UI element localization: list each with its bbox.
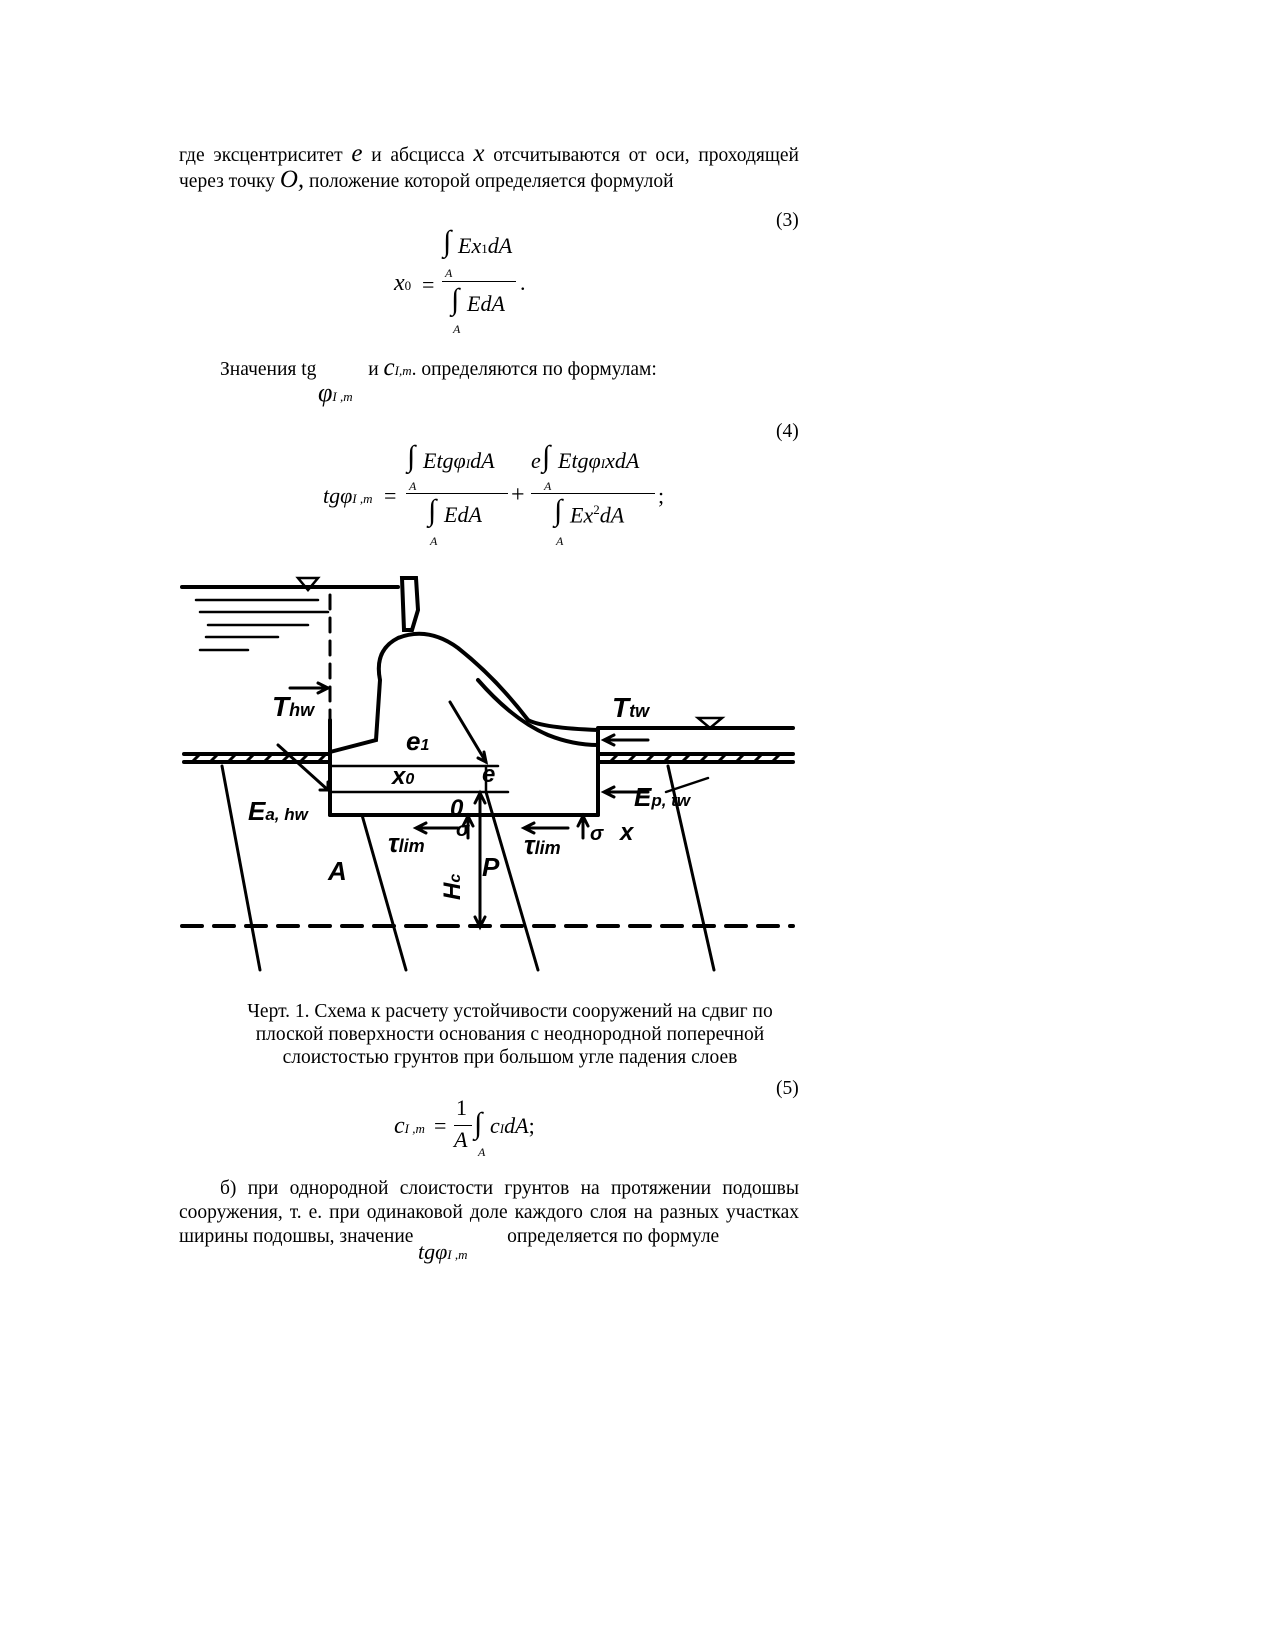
figure-caption: Черт. 1. Схема к расчету устойчивости сооружений на сдвиг по плоской поверхности основания с неоднородной поперечной слоистостью грунтов при большом угле падения слоев <box>247 1001 773 1068</box>
paragraph-b: б) при однородной слоистости грунтов на протяжении подошвы сооружения, т. е. при одинаковой доле каждого слоя на разных участках ширины подошвы, значение определяется по формуле <box>179 1178 799 1247</box>
eq4-plus: + <box>511 482 525 508</box>
eq3-den-limit: A <box>453 322 461 336</box>
stability-diagram <box>178 570 798 975</box>
eq3-number: (3) <box>776 210 799 231</box>
eq4-n1-limit: A <box>409 479 417 493</box>
eq4-d1-limit: A <box>430 534 438 548</box>
eq4-n1: EtgφIdA <box>423 448 495 473</box>
eq3-num-limit: A <box>445 266 453 280</box>
eq3-lhs: x0 <box>394 270 412 296</box>
eq3-dot: . <box>520 270 526 295</box>
label-p: P <box>482 852 500 882</box>
eq4-n2-integral: ∫ <box>542 440 551 473</box>
values-phi: φI ,m <box>318 378 353 407</box>
eq5-num: 1 <box>456 1095 467 1120</box>
label-x0: x0 <box>392 763 415 790</box>
para-b-tgphi: tgφI ,m <box>418 1239 468 1264</box>
eq4-lhs: tgφI ,m <box>323 483 373 508</box>
eq3-num-integral: ∫ <box>443 225 452 258</box>
eq4-d2-integral: ∫ <box>554 494 563 527</box>
label-e: e <box>482 761 496 788</box>
label-x: x <box>620 819 634 846</box>
label-t-hw: Thw <box>272 691 315 722</box>
equation-3 <box>380 225 580 345</box>
eq4-n2-e: e <box>531 448 541 473</box>
label-a: A <box>328 856 347 886</box>
eq4-d1-integral: ∫ <box>428 494 437 527</box>
eq4-semicolon: ; <box>658 483 665 508</box>
eq3-den-integral: ∫ <box>451 283 460 316</box>
eq4-n2-limit: A <box>544 479 552 493</box>
eq5-lhs: cI ,m <box>394 1113 425 1139</box>
eq4-n1-integral: ∫ <box>407 440 416 473</box>
eq4-d2-limit: A <box>556 534 564 548</box>
label-tau-lim-1: τlim <box>388 828 425 858</box>
eq3-numerator: Ex1dA <box>458 233 513 258</box>
label-sigma-2: σ <box>590 823 604 845</box>
eq4-number: (4) <box>776 421 799 442</box>
intro-line-1: где эксцентриситет e и абсцисса x отсчитываются от оси, проходящей <box>179 140 799 167</box>
equation-4 <box>320 438 680 558</box>
eq5-den: A <box>454 1127 468 1152</box>
eq4-d2: Ex$^2$dA <box>570 502 625 528</box>
values-line: Значения tg и cI,m. определяются по формулам: <box>220 354 657 381</box>
eq3-equals: = <box>422 272 435 297</box>
eq5-equals: = <box>434 1113 447 1138</box>
eq4-n2: EtgφIxdA <box>558 448 640 473</box>
label-e-p-tw: Ep, tw <box>634 782 691 812</box>
eq5-limit: A <box>478 1145 486 1159</box>
equation-5 <box>390 1095 570 1165</box>
eq3-denominator: EdA <box>467 291 505 316</box>
label-e1: e1 <box>406 726 430 756</box>
eq4-d1: EdA <box>444 502 482 527</box>
eq4-fraction-line-1 <box>406 493 508 494</box>
eq4-equals: = <box>384 483 397 508</box>
eq5-integral: ∫ <box>474 1107 483 1140</box>
label-t-tw: Ttw <box>612 692 650 723</box>
eq5-rhs: cIdA; <box>490 1113 535 1138</box>
label-hc: Hc <box>439 873 466 900</box>
intro-paragraph <box>179 142 799 194</box>
label-o: 0 <box>450 795 464 822</box>
eq5-number: (5) <box>776 1078 799 1099</box>
eq4-fraction-line-2 <box>531 493 655 494</box>
label-tau-lim-2: τlim <box>524 830 561 860</box>
intro-line-2: через точку O, положение которой определяется формулой <box>179 166 674 193</box>
label-sigma-1: σ <box>456 819 470 841</box>
label-e-a-hw: Ea, hw <box>248 796 308 826</box>
